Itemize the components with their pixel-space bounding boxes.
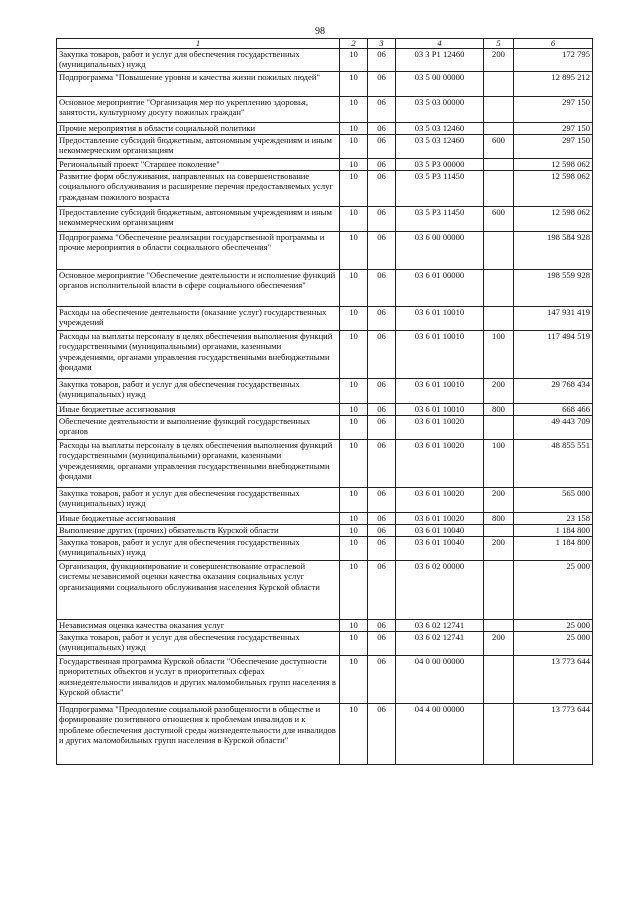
row-section-cell: 10 bbox=[340, 379, 368, 404]
row-name-cell: Закупка товаров, работ и услуг для обеспечения государственных (муниципальных) нужд bbox=[57, 488, 340, 513]
table-row bbox=[57, 270, 593, 307]
row-name-cell: Иные бюджетные ассигнования bbox=[57, 404, 340, 416]
row-amount-cell: 147 931 419 bbox=[514, 307, 593, 331]
row-name-cell: Подпрограмма "Обеспечение реализации государственной программы и прочие мероприятия в области социального обеспечения" bbox=[57, 232, 340, 270]
row-section-cell: 10 bbox=[340, 513, 368, 525]
row-name-cell: Подпрограмма "Повышение уровня и качества жизни пожилых людей" bbox=[57, 72, 340, 97]
table-row bbox=[57, 620, 593, 632]
row-expense-type-cell: 600 bbox=[484, 135, 514, 159]
row-amount-cell: 23 158 bbox=[514, 513, 593, 525]
row-subsection-cell: 06 bbox=[368, 404, 396, 416]
row-name-cell: Закупка товаров, работ и услуг для обеспечения государственных (муниципальных) нужд bbox=[57, 49, 340, 72]
row-name-cell: Прочие мероприятия в области социальной политики bbox=[57, 123, 340, 135]
row-section-cell: 10 bbox=[340, 620, 368, 632]
row-target-article-cell: 03 3 P1 12460 bbox=[396, 49, 484, 72]
row-section-cell: 10 bbox=[340, 159, 368, 171]
table-row bbox=[57, 656, 593, 704]
row-target-article-cell: 03 6 01 10040 bbox=[396, 525, 484, 537]
row-name-cell: Расходы на обеспечение деятельности (оказание услуг) государственных учреждений bbox=[57, 307, 340, 331]
row-expense-type-cell bbox=[484, 123, 514, 135]
table-row bbox=[57, 97, 593, 123]
row-expense-type-cell: 200 bbox=[484, 488, 514, 513]
row-amount-cell: 198 559 928 bbox=[514, 270, 593, 307]
row-target-article-cell: 03 6 01 10010 bbox=[396, 331, 484, 379]
row-amount-cell: 117 494 519 bbox=[514, 331, 593, 379]
row-amount-cell: 13 773 644 bbox=[514, 656, 593, 704]
row-amount-cell: 12 895 212 bbox=[514, 72, 593, 97]
row-subsection-cell: 06 bbox=[368, 488, 396, 513]
row-target-article-cell: 03 6 01 10040 bbox=[396, 537, 484, 561]
row-amount-cell: 12 598 062 bbox=[514, 207, 593, 232]
row-target-article-cell: 03 6 01 10020 bbox=[396, 440, 484, 488]
table-row bbox=[57, 416, 593, 440]
table-row bbox=[57, 171, 593, 207]
row-section-cell: 10 bbox=[340, 525, 368, 537]
row-section-cell: 10 bbox=[340, 72, 368, 97]
row-amount-cell: 297 150 bbox=[514, 135, 593, 159]
row-name-cell: Закупка товаров, работ и услуг для обеспечения государственных (муниципальных) нужд bbox=[57, 379, 340, 404]
row-expense-type-cell bbox=[484, 704, 514, 765]
row-section-cell: 10 bbox=[340, 123, 368, 135]
row-section-cell: 10 bbox=[340, 207, 368, 232]
row-subsection-cell: 06 bbox=[368, 171, 396, 207]
table-row bbox=[57, 331, 593, 379]
row-expense-type-cell: 100 bbox=[484, 440, 514, 488]
table-row bbox=[57, 513, 593, 525]
row-name-cell: Расходы на выплаты персоналу в целях обеспечения выполнения функций государственными (муниципальными) органами, казенными учреждениями, органами управления государственными внебюджетными фондами bbox=[57, 331, 340, 379]
row-name-cell: Независимая оценка качества оказания услуг bbox=[57, 620, 340, 632]
table-row bbox=[57, 207, 593, 232]
row-expense-type-cell bbox=[484, 525, 514, 537]
row-target-article-cell: 03 5 P3 11450 bbox=[396, 171, 484, 207]
table-row bbox=[57, 379, 593, 404]
row-amount-cell: 49 443 709 bbox=[514, 416, 593, 440]
row-expense-type-cell bbox=[484, 97, 514, 123]
row-amount-cell: 297 150 bbox=[514, 123, 593, 135]
row-section-cell: 10 bbox=[340, 270, 368, 307]
row-subsection-cell: 06 bbox=[368, 135, 396, 159]
table-row bbox=[57, 135, 593, 159]
row-name-cell: Выполнение других (прочих) обязательств Курской области bbox=[57, 525, 340, 537]
row-amount-cell: 25 000 bbox=[514, 632, 593, 656]
row-target-article-cell: 04 4 00 00000 bbox=[396, 704, 484, 765]
header-cell: 6 bbox=[514, 39, 593, 49]
table-row bbox=[57, 159, 593, 171]
row-expense-type-cell bbox=[484, 171, 514, 207]
header-cell: 4 bbox=[396, 39, 484, 49]
row-subsection-cell: 06 bbox=[368, 656, 396, 704]
table-row bbox=[57, 307, 593, 331]
row-target-article-cell: 03 5 00 00000 bbox=[396, 72, 484, 97]
row-target-article-cell: 03 6 02 00000 bbox=[396, 561, 484, 620]
row-name-cell: Основное мероприятие "Организация мер по укреплению здоровья, занятости, культурному досугу пожилых граждан" bbox=[57, 97, 340, 123]
row-section-cell: 10 bbox=[340, 632, 368, 656]
row-name-cell: Развитие форм обслуживания, направленных на совершенствование социального обслуживания и расширение перечня предоставляемых услуг гражданам пожилого возраста bbox=[57, 171, 340, 207]
row-section-cell: 10 bbox=[340, 404, 368, 416]
row-expense-type-cell: 800 bbox=[484, 513, 514, 525]
table-row bbox=[57, 488, 593, 513]
row-section-cell: 10 bbox=[340, 537, 368, 561]
row-subsection-cell: 06 bbox=[368, 72, 396, 97]
row-target-article-cell: 03 6 01 10010 bbox=[396, 379, 484, 404]
row-name-cell: Расходы на выплаты персоналу в целях обеспечения выполнения функций государственными (муниципальными) органами, казенными учреждениями, органами управления государственными внебюджетными фондами bbox=[57, 440, 340, 488]
row-amount-cell: 297 150 bbox=[514, 97, 593, 123]
row-target-article-cell: 03 5 03 12460 bbox=[396, 123, 484, 135]
row-expense-type-cell bbox=[484, 72, 514, 97]
row-expense-type-cell bbox=[484, 561, 514, 620]
row-target-article-cell: 03 5 03 12460 bbox=[396, 135, 484, 159]
row-name-cell: Подпрограмма "Преодоление социальной разобщенности в обществе и формирование позитивного отношения к проблемам инвалидов и к проблеме обеспечения доступной среды жизнедеятельности для инвалидов и других маломобильных групп населения в Курской области" bbox=[57, 704, 340, 765]
row-subsection-cell: 06 bbox=[368, 704, 396, 765]
table-row bbox=[57, 232, 593, 270]
row-amount-cell: 48 855 551 bbox=[514, 440, 593, 488]
row-target-article-cell: 03 6 00 00000 bbox=[396, 232, 484, 270]
row-amount-cell: 668 466 bbox=[514, 404, 593, 416]
row-subsection-cell: 06 bbox=[368, 440, 396, 488]
row-subsection-cell: 06 bbox=[368, 379, 396, 404]
row-amount-cell: 1 184 800 bbox=[514, 525, 593, 537]
row-name-cell: Основное мероприятие "Обеспечение деятельности и исполнение функций органов исполнительной власти в сфере социального обеспечения" bbox=[57, 270, 340, 307]
row-subsection-cell: 06 bbox=[368, 561, 396, 620]
row-name-cell: Предоставление субсидий бюджетным, автономным учреждениям и иным некоммерческим организациям bbox=[57, 135, 340, 159]
row-amount-cell: 1 184 800 bbox=[514, 537, 593, 561]
row-expense-type-cell bbox=[484, 620, 514, 632]
row-amount-cell: 25 000 bbox=[514, 561, 593, 620]
page-number: 98 bbox=[315, 26, 325, 37]
row-section-cell: 10 bbox=[340, 656, 368, 704]
row-subsection-cell: 06 bbox=[368, 525, 396, 537]
row-subsection-cell: 06 bbox=[368, 513, 396, 525]
row-subsection-cell: 06 bbox=[368, 97, 396, 123]
row-target-article-cell: 03 6 02 12741 bbox=[396, 632, 484, 656]
row-subsection-cell: 06 bbox=[368, 537, 396, 561]
row-expense-type-cell: 600 bbox=[484, 207, 514, 232]
row-amount-cell: 13 773 644 bbox=[514, 704, 593, 765]
row-name-cell: Обеспечение деятельности и выполнение функций государственных органов bbox=[57, 416, 340, 440]
row-target-article-cell: 03 5 P3 00000 bbox=[396, 159, 484, 171]
table-row bbox=[57, 404, 593, 416]
row-amount-cell: 12 598 062 bbox=[514, 171, 593, 207]
table-row bbox=[57, 525, 593, 537]
row-subsection-cell: 06 bbox=[368, 159, 396, 171]
row-subsection-cell: 06 bbox=[368, 416, 396, 440]
row-amount-cell: 12 598 062 bbox=[514, 159, 593, 171]
row-expense-type-cell: 200 bbox=[484, 379, 514, 404]
row-section-cell: 10 bbox=[340, 704, 368, 765]
row-amount-cell: 29 768 434 bbox=[514, 379, 593, 404]
row-section-cell: 10 bbox=[340, 97, 368, 123]
row-section-cell: 10 bbox=[340, 561, 368, 620]
table-row bbox=[57, 537, 593, 561]
row-target-article-cell: 03 6 01 10020 bbox=[396, 416, 484, 440]
row-target-article-cell: 03 5 P3 11450 bbox=[396, 207, 484, 232]
table-row bbox=[57, 704, 593, 765]
row-subsection-cell: 06 bbox=[368, 331, 396, 379]
row-name-cell: Региональный проект "Старшее поколение" bbox=[57, 159, 340, 171]
table-row bbox=[57, 49, 593, 72]
budget-table bbox=[56, 38, 593, 765]
row-section-cell: 10 bbox=[340, 135, 368, 159]
table-row bbox=[57, 561, 593, 620]
header-cell: 3 bbox=[368, 39, 396, 49]
row-name-cell: Закупка товаров, работ и услуг для обеспечения государственных (муниципальных) нужд bbox=[57, 632, 340, 656]
row-target-article-cell: 03 6 01 10010 bbox=[396, 307, 484, 331]
row-expense-type-cell: 200 bbox=[484, 49, 514, 72]
row-amount-cell: 25 000 bbox=[514, 620, 593, 632]
row-subsection-cell: 06 bbox=[368, 620, 396, 632]
table-row bbox=[57, 72, 593, 97]
row-expense-type-cell bbox=[484, 270, 514, 307]
row-name-cell: Организация, функционирование и совершенствование отраслевой системы независимой оценки качества оказания социальных услуг организациями социального обслуживания населения Курской области bbox=[57, 561, 340, 620]
row-expense-type-cell bbox=[484, 656, 514, 704]
row-expense-type-cell: 800 bbox=[484, 404, 514, 416]
header-cell: 1 bbox=[57, 39, 340, 49]
row-target-article-cell: 03 6 02 12741 bbox=[396, 620, 484, 632]
row-amount-cell: 565 000 bbox=[514, 488, 593, 513]
header-cell: 2 bbox=[340, 39, 368, 49]
row-section-cell: 10 bbox=[340, 171, 368, 207]
row-subsection-cell: 06 bbox=[368, 123, 396, 135]
row-section-cell: 10 bbox=[340, 307, 368, 331]
row-subsection-cell: 06 bbox=[368, 232, 396, 270]
row-name-cell: Иные бюджетные ассигнования bbox=[57, 513, 340, 525]
row-amount-cell: 172 795 bbox=[514, 49, 593, 72]
row-name-cell: Предоставление субсидий бюджетным, автономным учреждениям и иным некоммерческим организациям bbox=[57, 207, 340, 232]
row-amount-cell: 198 584 928 bbox=[514, 232, 593, 270]
table-row bbox=[57, 440, 593, 488]
row-section-cell: 10 bbox=[340, 416, 368, 440]
row-expense-type-cell: 200 bbox=[484, 537, 514, 561]
table-row bbox=[57, 123, 593, 135]
row-subsection-cell: 06 bbox=[368, 307, 396, 331]
row-name-cell: Государственная программа Курской области "Обеспечение доступности приоритетных объектов и услуг в приоритетных сферах жизнедеятельности инвалидов и других маломобильных групп населения в Курской области" bbox=[57, 656, 340, 704]
row-target-article-cell: 04 0 00 00000 bbox=[396, 656, 484, 704]
row-expense-type-cell bbox=[484, 416, 514, 440]
header-cell: 5 bbox=[484, 39, 514, 49]
row-section-cell: 10 bbox=[340, 232, 368, 270]
row-subsection-cell: 06 bbox=[368, 270, 396, 307]
row-target-article-cell: 03 6 01 10020 bbox=[396, 513, 484, 525]
row-target-article-cell: 03 6 01 10010 bbox=[396, 404, 484, 416]
row-subsection-cell: 06 bbox=[368, 207, 396, 232]
row-target-article-cell: 03 6 01 00000 bbox=[396, 270, 484, 307]
row-expense-type-cell: 200 bbox=[484, 632, 514, 656]
row-section-cell: 10 bbox=[340, 440, 368, 488]
row-section-cell: 10 bbox=[340, 331, 368, 379]
row-target-article-cell: 03 5 03 00000 bbox=[396, 97, 484, 123]
row-name-cell: Закупка товаров, работ и услуг для обеспечения государственных (муниципальных) нужд bbox=[57, 537, 340, 561]
row-target-article-cell: 03 6 01 10020 bbox=[396, 488, 484, 513]
row-expense-type-cell bbox=[484, 159, 514, 171]
row-expense-type-cell: 100 bbox=[484, 331, 514, 379]
table-row bbox=[57, 632, 593, 656]
row-section-cell: 10 bbox=[340, 49, 368, 72]
row-section-cell: 10 bbox=[340, 488, 368, 513]
row-expense-type-cell bbox=[484, 232, 514, 270]
row-subsection-cell: 06 bbox=[368, 632, 396, 656]
row-subsection-cell: 06 bbox=[368, 49, 396, 72]
row-expense-type-cell bbox=[484, 307, 514, 331]
header-row bbox=[57, 39, 593, 49]
